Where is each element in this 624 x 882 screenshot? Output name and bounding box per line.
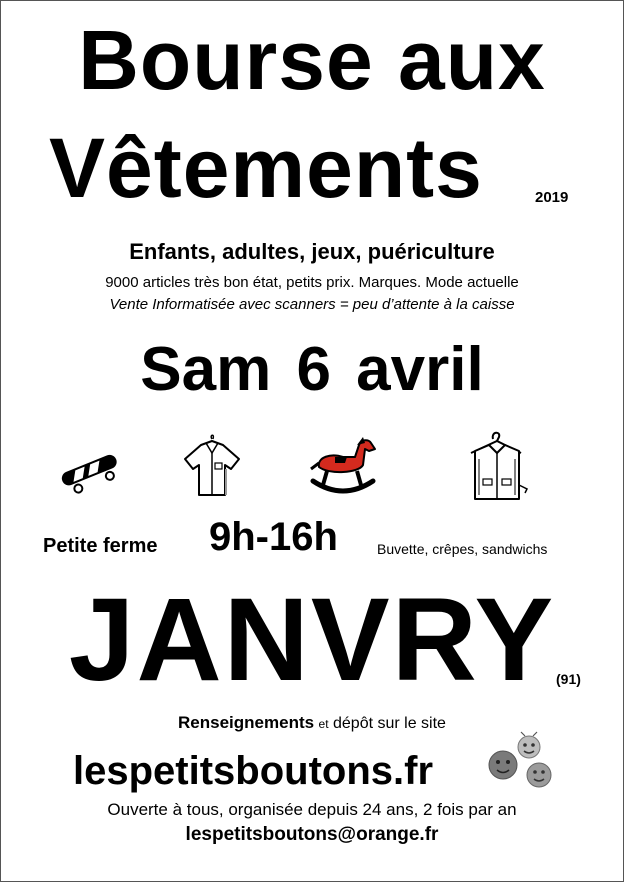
venue-label: Petite ferme <box>43 535 158 557</box>
info-et: et <box>318 717 329 731</box>
event-date: Sam 6 avril <box>140 335 484 404</box>
details-text: 9000 articles très bon état, petits prix. Marques. Mode actuelle <box>105 274 519 291</box>
title-line-1: Bourse aux <box>78 13 546 107</box>
about-text: Ouverte à tous, organisée depuis 24 ans, 2 fois par an <box>107 800 517 819</box>
shirt-icon <box>179 433 245 499</box>
buttons-logo-icon <box>485 731 561 795</box>
info-line <box>1 713 623 733</box>
scanners-text: Vente Informatisée avec scanners = peu d’attente à la caisse <box>109 296 515 313</box>
email-link[interactable]: lespetitsboutons@orange.fr <box>185 824 439 845</box>
categories-text: Enfants, adultes, jeux, puériculture <box>129 239 495 264</box>
title-line-2: Vêtements <box>49 121 483 215</box>
city-name: JANVRY <box>68 574 556 706</box>
info-rest: dépôt sur le site <box>333 715 446 732</box>
skateboard-icon <box>57 449 123 495</box>
website-link[interactable]: lespetitsboutons.fr <box>73 749 434 793</box>
extras-label: Buvette, crêpes, sandwichs <box>377 541 548 557</box>
info-bold: Renseignements <box>178 713 315 732</box>
rocking-horse-icon <box>307 431 379 497</box>
department-label: (91) <box>556 671 581 687</box>
year-label: 2019 <box>535 189 569 206</box>
hours-label: 9h-16h <box>209 515 338 559</box>
coat-hanger-icon <box>463 429 531 505</box>
